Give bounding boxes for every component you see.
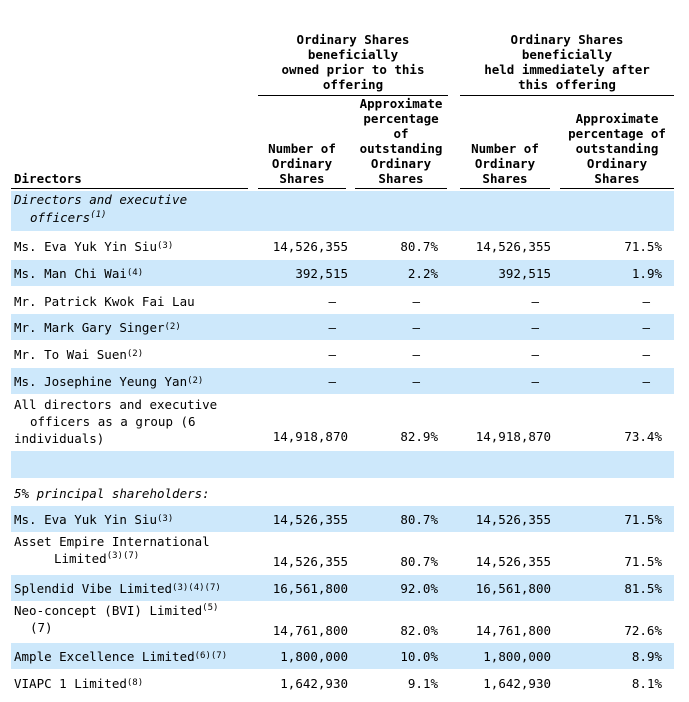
header-line: Ordinary Shares bbox=[296, 32, 410, 47]
cell-shares-prior: 14,526,355 bbox=[272, 511, 348, 527]
header-line: Ordinary Shares bbox=[510, 32, 624, 47]
table-row bbox=[11, 396, 674, 448]
row-name-line: Asset Empire International bbox=[14, 534, 210, 549]
cell-pct-prior: 2.2% bbox=[407, 265, 438, 281]
header-line: percentage bbox=[363, 111, 439, 126]
cell-shares-after bbox=[459, 341, 551, 367]
cell-pct-prior bbox=[356, 288, 438, 314]
table-row: VIAPC 1 Limited (8) 1,642,930 9.1% 1,642,930 8.1% bbox=[11, 670, 674, 696]
cell-shares-after: 14,918,870 bbox=[475, 429, 551, 444]
row-name bbox=[14, 533, 210, 567]
row-name: Ms. Eva Yuk Yin Siu bbox=[14, 511, 157, 527]
row-name: Mr. Patrick Kwok Fai Lau bbox=[14, 293, 195, 309]
row-name bbox=[14, 602, 218, 636]
section-title bbox=[14, 191, 187, 227]
header-line: outstanding bbox=[575, 141, 659, 156]
cell-pct-prior: 80.7% bbox=[400, 238, 438, 254]
table-row: Splendid Vibe Limited (3)(4)(7) 16,561,800 92.0% 16,561,800 81.5% bbox=[11, 575, 674, 601]
dash: — bbox=[412, 293, 420, 309]
cell-pct-after: 71.5% bbox=[624, 554, 662, 569]
table-row: Ms. Josephine Yeung Yan (2) — — — — bbox=[11, 368, 674, 394]
cell-shares-prior: 14,918,870 bbox=[272, 429, 348, 444]
table-row: Ms. Eva Yuk Yin Siu (3) 14,526,355 80.7% 14,526,355 71.5% bbox=[11, 506, 674, 532]
table-row: Ample Excellence Limited (6)(7) 1,800,000 10.0% 1,800,000 8.9% bbox=[11, 643, 674, 669]
header-line: Number of bbox=[471, 141, 539, 156]
row-name: Ms. Josephine Yeung Yan bbox=[14, 373, 188, 389]
cell-shares-prior bbox=[256, 368, 348, 394]
cell-pct-after: 71.5% bbox=[624, 238, 662, 254]
cell-pct-prior: 92.0% bbox=[400, 580, 438, 596]
dash: — bbox=[328, 319, 336, 335]
rule-num-after bbox=[460, 188, 550, 189]
cell-pct-prior: 9.1% bbox=[407, 675, 438, 691]
cell-shares-prior bbox=[256, 341, 348, 367]
cell-pct-prior bbox=[356, 368, 438, 394]
header-line: Ordinary bbox=[474, 156, 536, 171]
cell-shares-after bbox=[459, 368, 551, 394]
cell-shares-prior: 16,561,800 bbox=[272, 580, 348, 596]
header-line: beneficially bbox=[307, 47, 399, 62]
cell-shares-after: 16,561,800 bbox=[475, 580, 551, 596]
cell-shares-after: 1,642,930 bbox=[483, 675, 551, 691]
blank-row bbox=[11, 451, 674, 478]
dash: — bbox=[412, 319, 420, 335]
cell-shares-after: 392,515 bbox=[498, 265, 551, 281]
header-line: Approximate bbox=[575, 111, 659, 126]
pct-header-prior bbox=[355, 96, 447, 186]
section-title-principal: 5% principal shareholders: bbox=[14, 486, 210, 501]
cell-shares-prior: 1,800,000 bbox=[280, 648, 348, 664]
dash: — bbox=[642, 293, 650, 309]
header-line: Shares bbox=[594, 171, 640, 186]
section-title-line: Directors and executive bbox=[14, 192, 188, 207]
header-line: Shares bbox=[279, 171, 325, 186]
cell-pct-prior bbox=[356, 341, 438, 367]
cell-shares-after: 14,526,355 bbox=[475, 511, 551, 527]
cell-pct-after bbox=[556, 341, 662, 367]
cell-shares-after: 14,526,355 bbox=[475, 238, 551, 254]
header-line: Shares bbox=[378, 171, 424, 186]
header-line: offering bbox=[322, 77, 384, 92]
table-row: Ms. Man Chi Wai (4) 392,515 2.2% 392,515 1.9% bbox=[11, 260, 674, 286]
header-line: held immediately after bbox=[484, 62, 650, 77]
cell-pct-prior: 82.0% bbox=[400, 623, 438, 638]
header-line: owned prior to this bbox=[281, 62, 425, 77]
dash: — bbox=[412, 346, 420, 362]
cell-pct-after bbox=[556, 314, 662, 340]
row-name-line: individuals) bbox=[14, 431, 105, 446]
header-line: Shares bbox=[482, 171, 528, 186]
row-name: Mr. To Wai Suen bbox=[14, 346, 127, 362]
header-line: Approximate bbox=[359, 96, 443, 111]
table-row bbox=[11, 602, 674, 642]
pct-header-after bbox=[560, 111, 674, 186]
row-name: Ms. Man Chi Wai bbox=[14, 265, 127, 281]
table-row: Ms. Eva Yuk Yin Siu (3) 14,526,355 80.7% 14,526,355 71.5% bbox=[11, 233, 674, 259]
cell-shares-after bbox=[459, 314, 551, 340]
cell-shares-after: 14,761,800 bbox=[475, 623, 551, 638]
header-line: Ordinary bbox=[370, 156, 432, 171]
cell-shares-after: 1,800,000 bbox=[483, 648, 551, 664]
dash: — bbox=[531, 346, 539, 362]
rule-pct-after bbox=[560, 188, 674, 189]
dash: — bbox=[328, 293, 336, 309]
cell-shares-after bbox=[459, 288, 551, 314]
cell-pct-prior: 80.7% bbox=[400, 554, 438, 569]
table-row bbox=[11, 288, 674, 314]
cell-pct-after: 8.1% bbox=[631, 675, 662, 691]
cell-pct-prior: 10.0% bbox=[400, 648, 438, 664]
row-name-line: Limited bbox=[54, 551, 107, 566]
row-name-line: All directors and executive bbox=[14, 397, 218, 412]
number-header-after bbox=[460, 141, 550, 186]
table-row: Mr. To Wai Suen (2) — — — — bbox=[11, 341, 674, 367]
row-name: Splendid Vibe Limited bbox=[14, 580, 173, 596]
cell-shares-prior bbox=[256, 314, 348, 340]
rule-num-prior bbox=[258, 188, 346, 189]
row-name: Mr. Mark Gary Singer bbox=[14, 319, 165, 335]
header-line: Number of bbox=[268, 141, 336, 156]
cell-pct-after bbox=[556, 368, 662, 394]
row-name: VIAPC 1 Limited bbox=[14, 675, 127, 691]
group-header-prior bbox=[258, 32, 448, 92]
cell-pct-after: 71.5% bbox=[624, 511, 662, 527]
header-line: beneficially bbox=[521, 47, 613, 62]
dash: — bbox=[328, 373, 336, 389]
row-name-line: officers as a group (6 bbox=[30, 414, 196, 429]
row-name bbox=[14, 396, 217, 447]
cell-shares-prior: 14,761,800 bbox=[272, 623, 348, 638]
dash: — bbox=[642, 346, 650, 362]
row-name: Ample Excellence Limited bbox=[14, 648, 195, 664]
footnote-ref: (5) bbox=[202, 602, 219, 613]
row-name: Ms. Eva Yuk Yin Siu bbox=[14, 238, 157, 254]
dash: — bbox=[412, 373, 420, 389]
cell-pct-after bbox=[556, 288, 662, 314]
cell-pct-prior: 82.9% bbox=[400, 429, 438, 444]
cell-shares-prior bbox=[256, 288, 348, 314]
dash: — bbox=[531, 373, 539, 389]
dash: — bbox=[531, 319, 539, 335]
group-rule-after bbox=[460, 95, 674, 96]
dash: — bbox=[642, 373, 650, 389]
cell-pct-prior bbox=[356, 314, 438, 340]
cell-shares-prior: 1,642,930 bbox=[280, 675, 348, 691]
header-line: this offering bbox=[518, 77, 616, 92]
footnote-ref: (3)(7) bbox=[106, 550, 140, 561]
row-name-line: (7) bbox=[30, 620, 53, 635]
table-row: Mr. Mark Gary Singer (2) — — — — bbox=[11, 314, 674, 340]
dash: — bbox=[642, 319, 650, 335]
dash: — bbox=[531, 293, 539, 309]
rule-pct-prior bbox=[355, 188, 447, 189]
footnote-ref: (1) bbox=[90, 209, 107, 220]
header-line: of bbox=[393, 126, 409, 141]
cell-shares-prior: 14,526,355 bbox=[272, 238, 348, 254]
group-header-after bbox=[460, 32, 674, 92]
cell-shares-prior: 392,515 bbox=[295, 265, 348, 281]
cell-pct-after: 1.9% bbox=[631, 265, 662, 281]
directors-header: Directors bbox=[14, 171, 82, 186]
section-title-line: officers bbox=[30, 210, 91, 225]
rule-directors bbox=[11, 188, 248, 189]
cell-pct-prior: 80.7% bbox=[400, 511, 438, 527]
row-name-line: Neo-concept (BVI) Limited bbox=[14, 603, 203, 618]
section-directors bbox=[11, 191, 674, 231]
header-line: Ordinary bbox=[586, 156, 648, 171]
cell-pct-after: 73.4% bbox=[624, 429, 662, 444]
header-line: percentage of bbox=[568, 126, 666, 141]
cell-pct-after: 81.5% bbox=[624, 580, 662, 596]
number-header-prior bbox=[258, 141, 346, 186]
cell-shares-after: 14,526,355 bbox=[475, 554, 551, 569]
dash: — bbox=[328, 346, 336, 362]
cell-pct-after: 72.6% bbox=[624, 623, 662, 638]
cell-shares-prior: 14,526,355 bbox=[272, 554, 348, 569]
table-row bbox=[11, 533, 674, 573]
cell-pct-after: 8.9% bbox=[631, 648, 662, 664]
header-line: outstanding bbox=[359, 141, 443, 156]
header-line: Ordinary bbox=[271, 156, 333, 171]
